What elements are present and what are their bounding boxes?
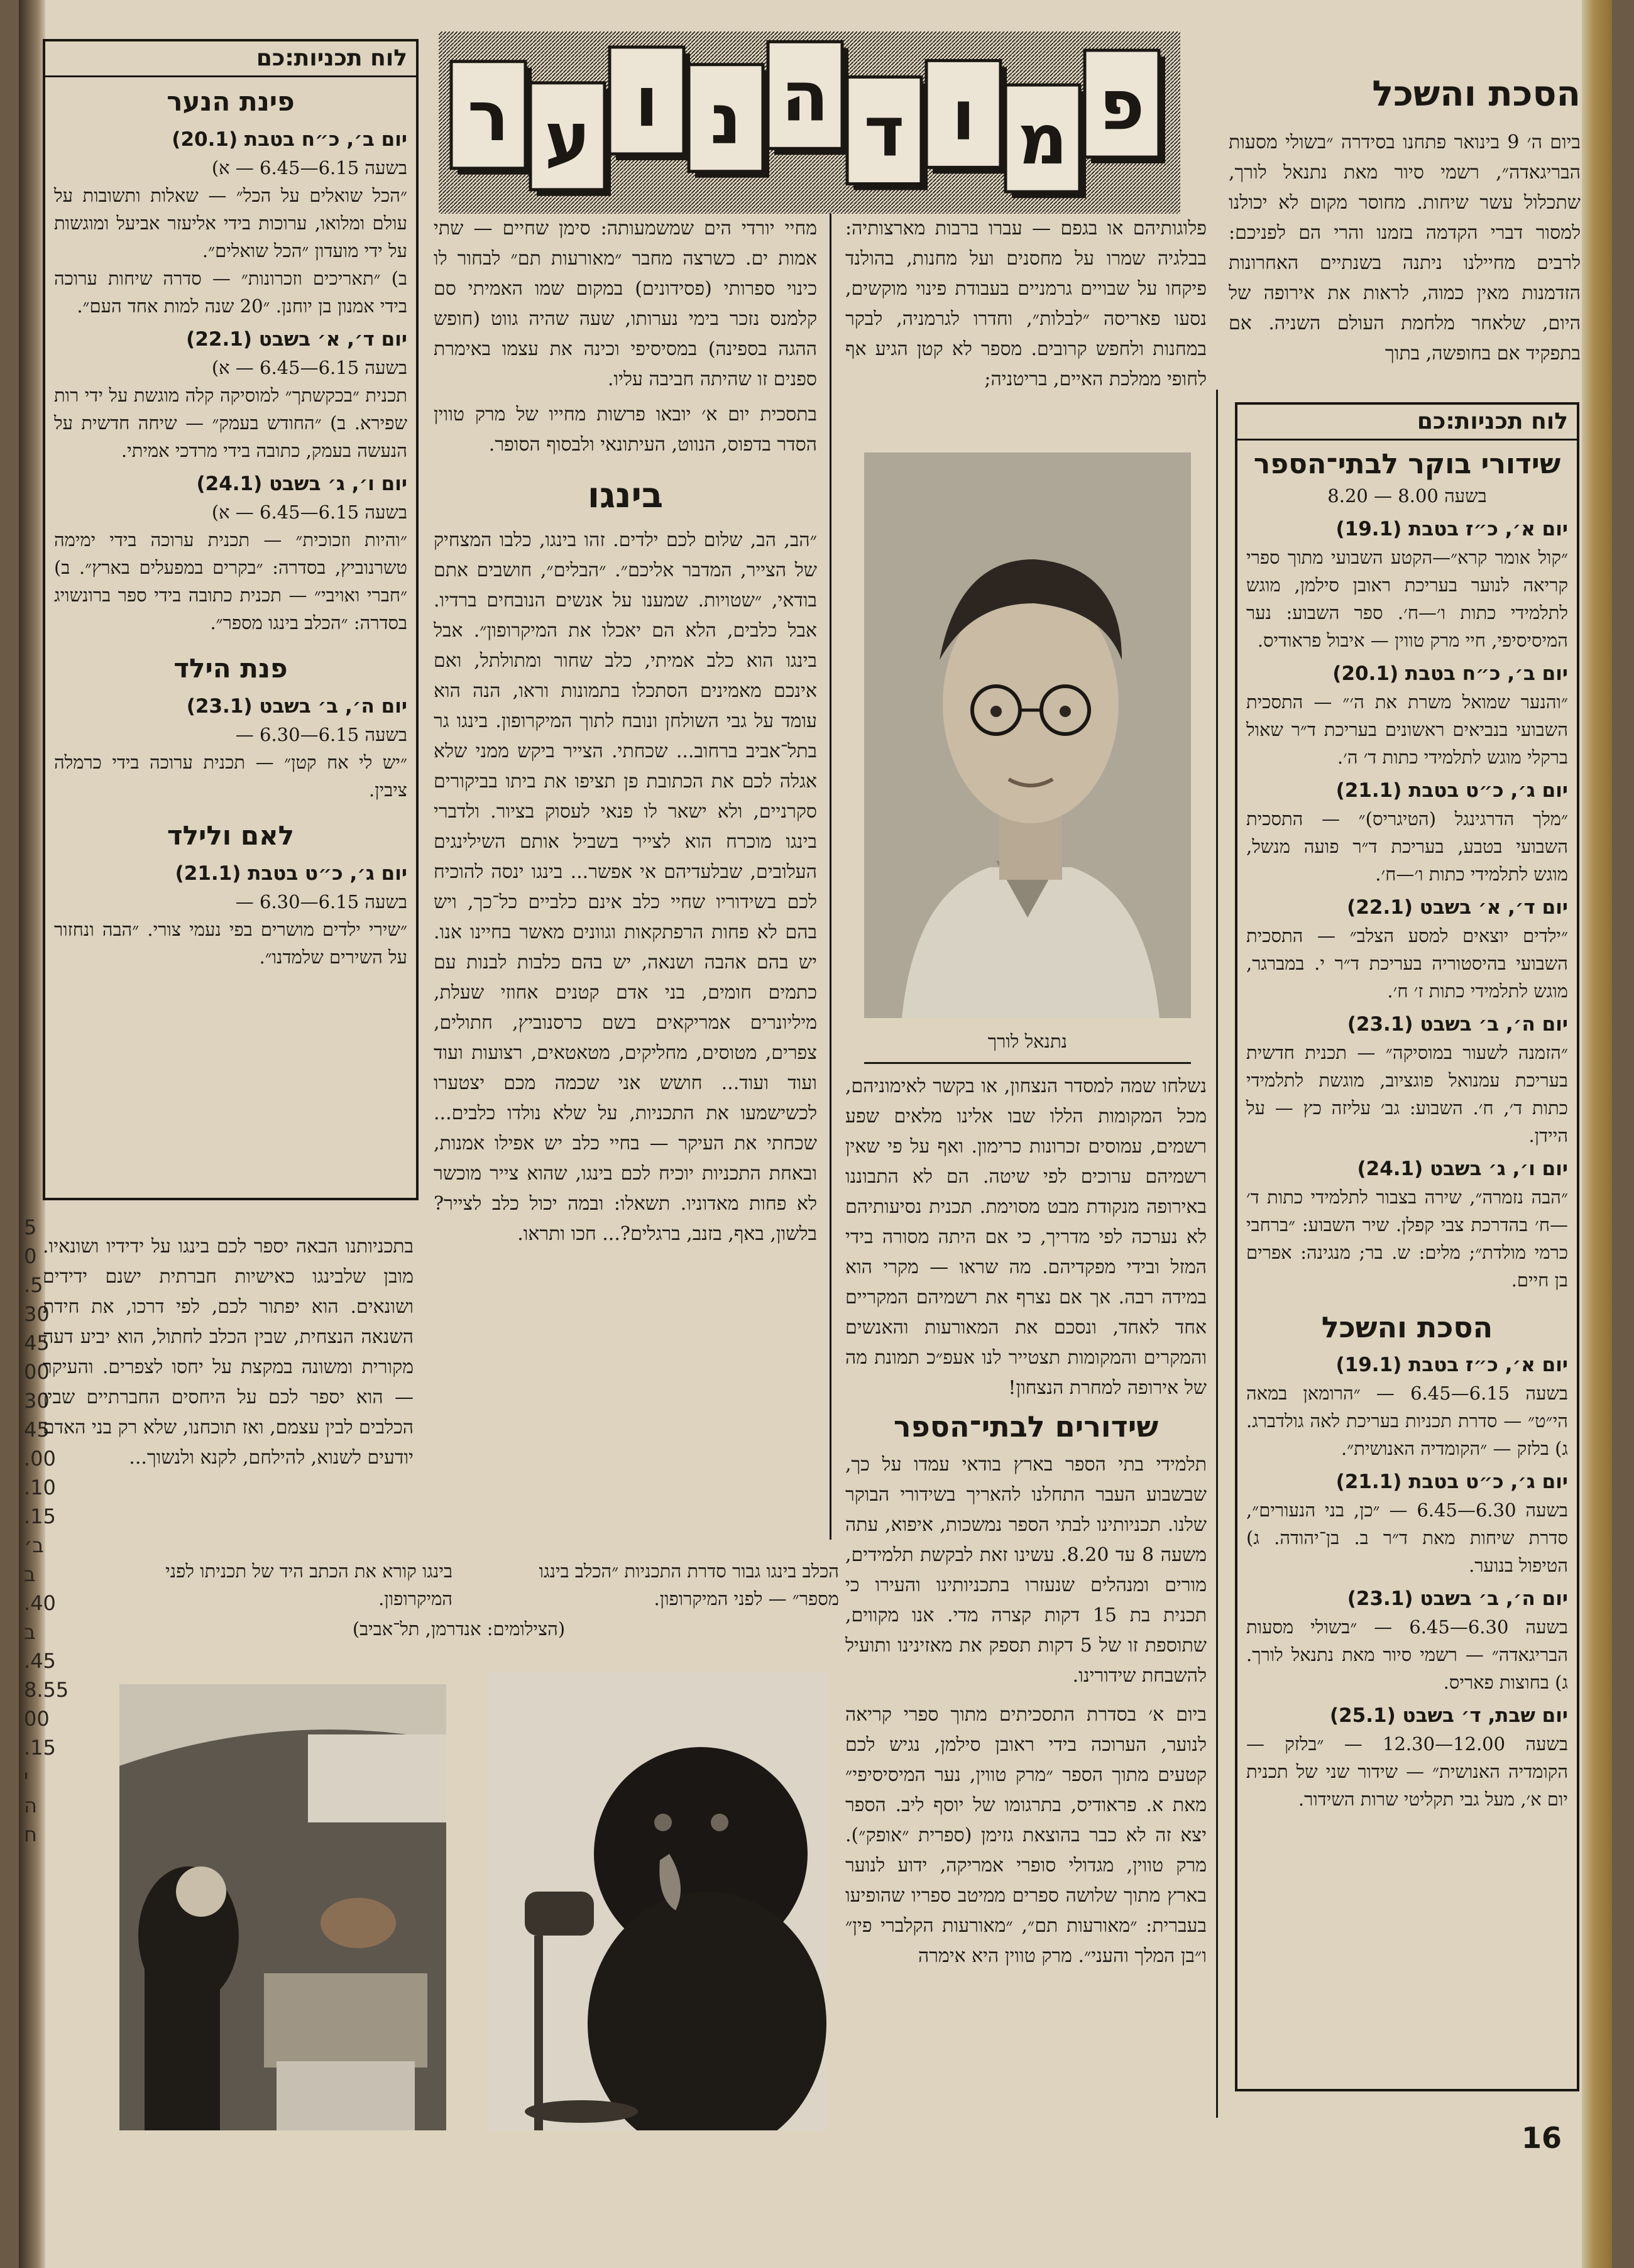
morning-broadcasts-hours: בשעה 8.00 — 8.20 — [1327, 485, 1487, 507]
left-box-sections — [54, 84, 407, 971]
previous-page-number: 00 — [24, 1707, 50, 1731]
bingo-photo-caption-left: בינגו קורא את הכתב היד של תכניתו לפני המיקרופון. — [165, 1560, 452, 1609]
banner-letter-block — [610, 47, 690, 160]
title-banner-graphic — [439, 31, 1180, 214]
schedule-description: תכנית ״בכקשתך״ למוסיקה קלה מוגשת על ידי רות שפירא. ב) ״החודש בעמק״ — שיחה חדשית על הנעשה בעמק, כתובה בידי מרדכי אמיתי. — [54, 385, 407, 461]
portrait-illustration — [864, 452, 1191, 1018]
column-rule — [1216, 390, 1218, 2118]
book-spine — [19, 0, 45, 2268]
schedule-day: יום ו׳, ג׳ בשבט (24.1) — [196, 473, 407, 495]
schedule-description: ״ילדים יוצאים למסע הצלב״ — התסכית השבועי בהיסטוריה בעריכת ד״ר י. במברגר, מוגש לתלמידי כתות ז׳ ח׳. — [1246, 925, 1568, 1002]
morning-broadcasts-heading: שידורי בוקר לבתי־הספר — [1253, 448, 1561, 480]
banner-letter: נ — [710, 79, 742, 160]
banner-letter-block — [1085, 50, 1165, 163]
previous-page-number: 45 — [24, 1418, 50, 1442]
previous-page-number: 30 — [24, 1302, 50, 1326]
schedule-description: ״שירי ילדים מושרים בפי נעמי צורי. ״הבה ונחזור על השירים שלמדנו״. — [54, 919, 407, 968]
mark-twain-text: ביום א׳ בסדרת התסכיתים מתוך ספרי קריאה לנוער, הערוכה בידי ראובן סילמן, נגיש לכם קטעים מתוך הספר ״מרק טווין, נער המיסיסיפי״ מאת א. פראודיס, בתרגומו של יוסף ליב. הספר יצא זה לא כבר בהוצאת גזימן (ספרית ״אופק״). מרק טווין, מגדולי סופרי אמריקה, ידוע לנוער בארץ מתוך שלושה ספרים ממיטב ספריו שהופיעו בעברית: ״מאורעות תם״, ״מאורעות הקלברי פין״ ו״בן המלך והעני״. מרק טווין היא אימרה — [845, 1704, 1207, 1967]
schedule-description: ב) ״תאריכים וזכרונות״ — סדרה שיחות ערוכה בידי אמנון בן יוחנן. ״20 שנה למות אחד העם״. — [54, 268, 407, 317]
magazine-page — [19, 0, 1612, 2268]
schedule-description: בשעה 6.30—6.45 — ״כן, בני הנעורים״, סדרת שיחות מאת ד״ר ב. בן־יהודה. ג) הטיפול בנוער. — [1246, 1499, 1568, 1576]
schedule-day: יום ג׳, כ״ט בטבת (21.1) — [1335, 1471, 1568, 1493]
schedule-description: ״יש לי אח קטן״ — תכנית ערוכה בידי כרמלה ציבין. — [54, 752, 407, 801]
bingo-reading-photo — [119, 1684, 446, 2130]
previous-page-number: 30 — [24, 1389, 50, 1413]
previous-page-number: 5 — [24, 1215, 37, 1239]
right-schedule-box — [1235, 402, 1579, 2091]
left-box-title: לוח תכניות:כם — [45, 41, 416, 77]
previous-page-number: .5 — [24, 1273, 43, 1297]
banner-letter: ר — [467, 75, 510, 156]
schedule-description: ״מלך הדרגינגל (הטיגריס)״ — התסכית השבועי בטבע, בעריכת ד״ר פועה מנשל, מוגש לתלמידי כתות ו׳—ח׳. — [1246, 808, 1568, 885]
schedule-time: בשעה 6.15—6.30 — — [235, 891, 407, 912]
right-column — [1229, 72, 1581, 369]
schedule-day: יום שבת, ד׳ בשבט (25.1) — [1329, 1704, 1568, 1727]
bingo-reading-illustration — [119, 1684, 446, 2130]
banner-letter-block — [1006, 85, 1086, 198]
banner-letter: ה — [781, 56, 829, 137]
previous-page-number: ב — [24, 1620, 36, 1644]
evening-broadcast-items — [1246, 1350, 1568, 1813]
schedule-day: יום ג׳, כ״ט בטבת (21.1) — [1335, 779, 1568, 802]
caption-rule — [864, 1062, 1191, 1064]
previous-page-number: ח — [24, 1822, 37, 1846]
portrait-caption: נתנאל לורך — [987, 1031, 1068, 1052]
schedule-day: יום ד׳, א׳ בשבט (22.1) — [186, 328, 407, 351]
previous-page-number: ה — [24, 1794, 37, 1817]
previous-page-number: י — [24, 1765, 29, 1789]
schedule-time: בשעה 6.15—6.30 — — [235, 724, 407, 745]
schedule-day: יום ד׳, א׳ בשבט (22.1) — [1347, 896, 1568, 919]
schedule-description: ״קול אומר קרא״—הקטע השבועי מתוך ספרי קריאה לנוער בעריכת ראובן סילמן, מוגש לתלמידי כתות ו׳—ח׳. ספר השבוע: נער המיסיסיפי, חיי מרק טווין — איבול פראודיס. — [1246, 547, 1568, 651]
previous-page-number: 45 — [24, 1331, 50, 1355]
previous-page-number: ב — [24, 1562, 36, 1586]
europe-impressions-text: פלוגותיהם או בגפם — עברו ברבות מארצותיה: בבלגיה שמרו על מחסנים ועל מחנות, בהולנד פיקחו על שבויים גרמניים בעבודת פינוי מוקשים, נסעו פאריסה ״לבלות״, וחדרו לגרמניה, לבקר במחנות ולחפש קרובים. מספר לא קטן הגיע אף לחופי ממלכת האיים, בריטניה; — [845, 217, 1207, 390]
left-box-section-heading: פנת הילד — [173, 653, 288, 684]
schedule-day: יום ה׳, ב׳ בשבט (23.1) — [1347, 1013, 1568, 1036]
previous-page-number: .40 — [24, 1591, 56, 1615]
middle-column-lower — [845, 1071, 1207, 1971]
schedule-day: יום ה׳, ב׳ בשבט (23.1) — [186, 695, 407, 718]
schedule-day: יום ו׳, ג׳ בשבט (24.1) — [1357, 1158, 1568, 1180]
bingo-continuation-text: בתכניותנו הבאה יספר לכם בינגו על ידידיו ושונאיו. מובן שלבינגו כאישיות חברתית ישנם ידידים ושונאים. הוא יפתור לכם, לפי דרכו, את חידת השנאה הנצחית, שבין הכלב לחתול, הוא יביע דעה מקורית ומשונה במקצת על יחסו לצפרים. והעיקר — הוא יספר לכם על היחסים החברתיים שבין הכלבים לבין עצמם, ואז תוכחנו, שלא רק בני האדם יודעים לשנוא, להילחם, לקנא ולנשוך... — [43, 1235, 414, 1469]
schedule-description: ״הזמנה לשעור במוסיקה״ — תכנית חדשית בעריכת עמנואל פוגציוב, מוגשת לתלמידי כתות ד׳, ח׳. השבוע: גב׳ עליזה כץ — על היידן. — [1246, 1042, 1568, 1146]
banner-letter: מ — [1017, 99, 1068, 180]
photo-credit: (הצילומים: אנדרמן, תל־אביב) — [352, 1618, 566, 1640]
schedule-day: יום ב׳, כ״ח בטבת (20.1) — [1332, 662, 1568, 685]
mark-twain-program-note: בתסכית יום א׳ יובאו פרשות מחייו של מרק טווין הסדר בדפוס, הנווט, העיתונאי ולבסוף הסופר. — [434, 403, 817, 456]
schedule-day: יום א׳, כ״ז בטבת (19.1) — [1335, 1354, 1568, 1376]
previous-page-number: 0 — [24, 1244, 37, 1268]
left-box-section-heading: פינת הנער — [167, 86, 295, 117]
banner-letter-block — [530, 83, 611, 196]
bingo-photo-caption-right: הכלב בינגו גבור סדרת התכניות ״הכלב בינגו מספר״ — לפני המיקרופון. — [539, 1560, 839, 1609]
previous-page-number: ב׳ — [24, 1533, 44, 1557]
schedule-day: יום א׳, כ״ז בטבת (19.1) — [1335, 518, 1568, 540]
banner-letter: ו — [951, 75, 975, 156]
page-number: 16 — [1521, 2121, 1562, 2155]
previous-page-number: .15 — [24, 1736, 56, 1760]
banner-letter: ע — [544, 97, 591, 178]
banner-letter-block — [768, 41, 848, 155]
schedule-description: ״והיות וזכוכית״ — תכנית ערוכה בידי ימימה טשרנוביץ, בסדרה: ״בקרים במפעלים בארץ״. ב) ״חברי ואויבי״ — תכנית כתובה בידי ספר ברונשויג בסדרה: ״הכלב בינגו מספר״. — [54, 529, 407, 633]
school-broadcasts-heading: שידורים לבתי־הספר — [893, 1410, 1159, 1444]
bingo-microphone-illustration — [487, 1672, 826, 2130]
schedule-description: בשעה 12.00—12.30 — ״בלזק — הקומדיה האנושית״ — שידור שני של תכנית יום א׳, מעל גבי תקליטי שרות השידור. — [1246, 1733, 1568, 1810]
left-box-section-heading: לאם ולילד — [167, 820, 295, 851]
left-schedule-box — [43, 39, 419, 1200]
schedule-day: יום ה׳, ב׳ בשבט (23.1) — [1347, 1587, 1568, 1610]
banner-letter: ד — [864, 91, 905, 172]
previous-page-number: 00 — [24, 1360, 50, 1384]
schedule-description: ״והנער שמואל משרת את ה׳״ — התסכית השבועי בנביאים ראשונים בעריכת ד״ר שאול ברקלי מוגש לתלמידי כתות ד׳ ה׳. — [1246, 691, 1568, 768]
column-rule — [830, 214, 831, 1540]
portrait-photo — [864, 452, 1191, 1018]
previous-page-number: .15 — [24, 1504, 56, 1528]
right-box-heading-2: הסכת והשכל — [1321, 1310, 1493, 1344]
middle-column — [845, 214, 1207, 395]
banner-letter-block — [926, 60, 1007, 173]
school-broadcasts-text: תלמידי בתי הספר בארץ בודאי עמדו על כך, שבשבוע העבר התחלנו להאריך בשידורי הבוקר שלנו. תכניותינו לבתי הספר נמשכות, איפוא, עתה משעה 8 עד 8.20. עשינו זאת לבקשת תלמידים, מורים ומנהלים שנעזרו בתכניותינו והעירו כי תכנית בת 15 דקות קצרה מדי. אנו מקווים, שתוספת זו של 5 דקות תספק את מאזינינו ותועיל להשבחת שידורינו. — [845, 1454, 1207, 1687]
right-box-title: לוח תכניות:כם — [1237, 405, 1577, 441]
right-column-title: הסכת והשכל — [1372, 74, 1581, 114]
schedule-time: בשעה 6.15—6.45 — א) — [211, 501, 407, 523]
lower-left-text-column — [43, 1232, 414, 1473]
schedule-time: בשעה 6.15—6.45 — א) — [211, 157, 407, 178]
banner-letter-block — [451, 62, 532, 175]
schedule-description: בשעה 6.15—6.45 — ״הרומאן במאה הי״ט״ — סדרת תכניות בעריכת לאה גולדברג. ג) בלזק — ״הקומדיה האנושית״. — [1246, 1383, 1568, 1459]
previous-page-number: .00 — [24, 1447, 56, 1471]
morning-broadcast-items — [1246, 515, 1568, 1294]
previous-page-number: 8.55 — [24, 1678, 69, 1702]
bingo-column — [434, 214, 817, 1249]
schedule-description: ״הכל שואלים על הכל״ — שאלות ותשובות על עולם ומלואו, ערוכות בידי אליעזר אביעל ומוגשות על ידי מועדון ״הכל שואלים״. — [54, 185, 407, 261]
previous-page-number: .45 — [24, 1649, 56, 1673]
page-edges — [1582, 0, 1612, 2268]
bingo-heading: בינגו — [587, 475, 664, 516]
schedule-day: יום ב׳, כ״ח בטבת (20.1) — [172, 128, 407, 151]
schedule-time: בשעה 6.15—6.45 — א) — [211, 357, 407, 378]
banner-letter-block — [689, 65, 769, 178]
banner-letter-block — [847, 77, 928, 190]
previous-page-number: .10 — [24, 1476, 56, 1499]
europe-impressions-text-continued: נשלחו שמה למסדר הנצחון, או בקשר לאימוניהם, מכל המקומות הללו שבו אלינו מלאים שפע רשמים, עמוסים זכרונות כרימון. ואף על פי שאין רשמיהם ערוכים לפי שיטה. הם לא התבוננו באירופה מנקודת מבט מסוימת. תכנית נסיעותיהם לא נערכה לפי מדריך, כי אם היתה מסורה בידי המזל ובידי מפקדיהם. מה שראו — מקרי הוא במידה רבה. אך אם נצרף את רשמיהם המקריים אחד לאחד, ונסכם את המאורעות והאנשים והמקרים והמקומות תצטייר לנו אעפ״כ תמונת מה של אירופה למחרת הנצחון! — [845, 1075, 1207, 1399]
mark-twain-text-continued: מחיי יורדי הים שמשמעותה: סימן שחיים — שתי אמות ים. כשרצה מחבר ״מאורעות תם״ לבחור לו כינוי ספרותי (פסידונים) במקום שמו האמיתי סם קלמנס נזכר בימי נערותו, שעה שהיה גווט (חופש ההגה בספינה) במסיסיפי וכינה את עצמו באימרת ספנים זו שהיתה חביבה עליו. — [434, 217, 817, 390]
banner-letter: ו — [635, 61, 659, 142]
schedule-description: בשעה 6.30—6.45 — ״בשולי מסעות הבריגאדה״ — רשמי סיור מאת נתנאל לורך. ג) בחוצות פאריס. — [1246, 1616, 1568, 1693]
banner-letter: פ — [1099, 65, 1145, 145]
schedule-description: ״הבה נזמרה״, שירה בצבור לתלמידי כתות ד׳—ח׳ בהדרכת צבי קפלן. שיר השבוע: ״ברחבי כרמי מולדת״; מלים: ש. בר; מנגינה: אפרים בן חיים. — [1246, 1186, 1568, 1291]
schedule-day: יום ג׳, כ״ט בטבת (21.1) — [175, 862, 407, 885]
bingo-article-text: ״הב, הב, שלום לכם ילדים. זהו בינגו, כלבו המצחיק של הצייר, המדבר אליכם״. ״הבלים״, חושבים אתם בודאי, ״שטויות. שמענו על אנשים הנובחים ברדיו. אבל כלבים, הלא הם יאכלו את המיקרופון״. אבל בינגו הוא כלב אמיתי, כלב שחור ומתולתל, ואם אינכם מאמינים הסתכלו בתמונות וראו, הנה הוא עומד על גבי השולחן ונובח לתוך המיקרופון. בינגו גר בתל־אביב ברחוב... שכחתי. הצייר ביקש ממני שלא אגלה לכם את הכתובת פן תציפו את ביתו בביקורים סקרניים, ולא ישאר לו פנאי לעסוק בציור. ולדברי בינגו מוכרח הוא לצייר בשביל אותם השילינגים העלובים, שבלעדיהם אי אפשר... בינגו ינסה להוכיח לכם בשידוריו שחיי כלב אינם כלביים כל־כך, ויש בהם לא פחות הרפתקאות וגוונים מאשר בחיינו אנו. יש בהם אהבה ושנאה, יש בהם כלבות לבנות עם כתמים חומים, בני אדם קטנים אחוזי שעלת, מיליונרים אמריקאים בשם כרסנוביץ, חתולים, צפרים, מטוסים, מחליקים, מטאטאים, רצועות ועוד ועוד ועוד... חושש אני שכמה מכם יצטערו לכשישמעו את התכניות, על שלא נולדו כלבים... שכחתי את העיקר — בחיי כלב יש אפילו אמנות, ובאחת התכניות יוכיח לכם בינגו, שהוא צייר מוכשר לא פחות מאדוניו. תשאלו: ובמה יכול כלב לצייר? בלשון, באף, בזנב, ברגלים?... חכו ותראו. — [434, 529, 817, 1245]
brigade-series-intro: ביום ה׳ 9 בינואר פתחנו בסידרה ״בשולי מסעות הבריגאדה״, רשמי סיור מאת נתנאל לורך, שתכלול עשר שיחות. מחוסר מקום לא יכולנו למסור דברי הקדמה בזמנו והרי הם לפניכם: לרבים מחיילנו ניתנה בשנתיים האחרונות הזדמנות מאין כמוה, לראות את אירופה של היום, שלאחר מלחמת העולם השניה. אם בתפקיד אם בחופשה, בתוך — [1229, 131, 1581, 364]
bingo-microphone-photo — [487, 1672, 826, 2130]
